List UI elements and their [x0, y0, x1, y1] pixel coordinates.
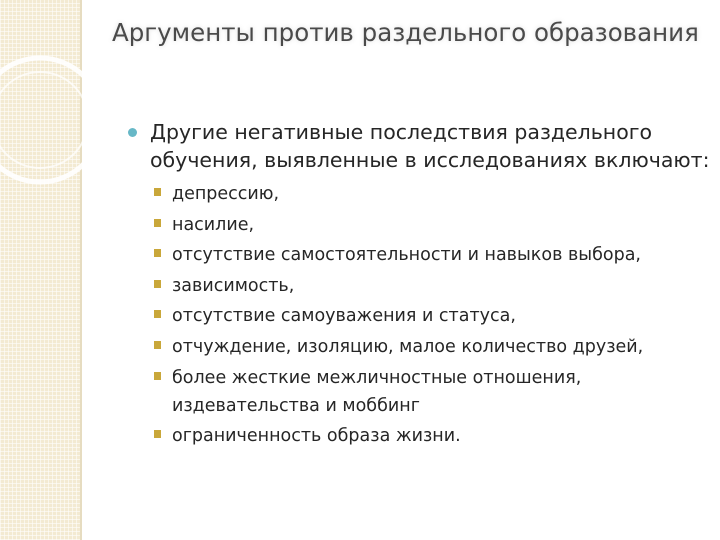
slide-title: Аргументы против раздельного образования — [112, 18, 699, 47]
slide-content — [124, 118, 714, 453]
square-bullet-icon — [154, 430, 161, 438]
square-bullet-icon — [154, 341, 161, 349]
sub-bullet-item — [152, 211, 714, 239]
square-bullet-icon — [154, 280, 161, 288]
sub-bullet-item — [152, 333, 714, 361]
sub-bullet-text: отсутствие самостоятельности и навыков выбора, — [172, 245, 641, 266]
circle-bullet-icon — [128, 128, 137, 137]
main-bullet-text: Другие негативные последствия раздельного обучения, выявленные в исследованиях включают: — [150, 120, 710, 172]
sub-bullet-item — [152, 302, 714, 330]
sub-bullet-text: отчуждение, изоляцию, малое количество друзей, — [172, 336, 644, 357]
ring-decoration-icon — [0, 40, 120, 200]
square-bullet-icon — [154, 310, 161, 318]
square-bullet-icon — [154, 188, 161, 196]
sub-bullet-text: отсутствие самоуважения и статуса, — [172, 306, 516, 327]
sub-bullet-item — [152, 364, 714, 420]
sub-bullet-item — [152, 422, 714, 450]
main-bullet-item — [124, 118, 714, 174]
sub-bullet-text: зависимость, — [172, 275, 295, 296]
sub-bullet-item — [152, 272, 714, 300]
square-bullet-icon — [154, 249, 161, 257]
sub-bullet-text: депрессию, — [172, 184, 280, 204]
sub-bullet-item — [152, 241, 714, 269]
square-bullet-icon — [154, 372, 161, 380]
sub-bullet-text: насилие, — [172, 214, 255, 235]
square-bullet-icon — [154, 219, 161, 227]
sub-bullet-list — [124, 180, 714, 450]
sub-bullet-text: ограниченность образа жизни. — [172, 426, 461, 447]
sub-bullet-text: более жесткие межличностные отношения, издевательства и моббинг — [172, 367, 582, 416]
sub-bullet-item — [152, 180, 714, 208]
